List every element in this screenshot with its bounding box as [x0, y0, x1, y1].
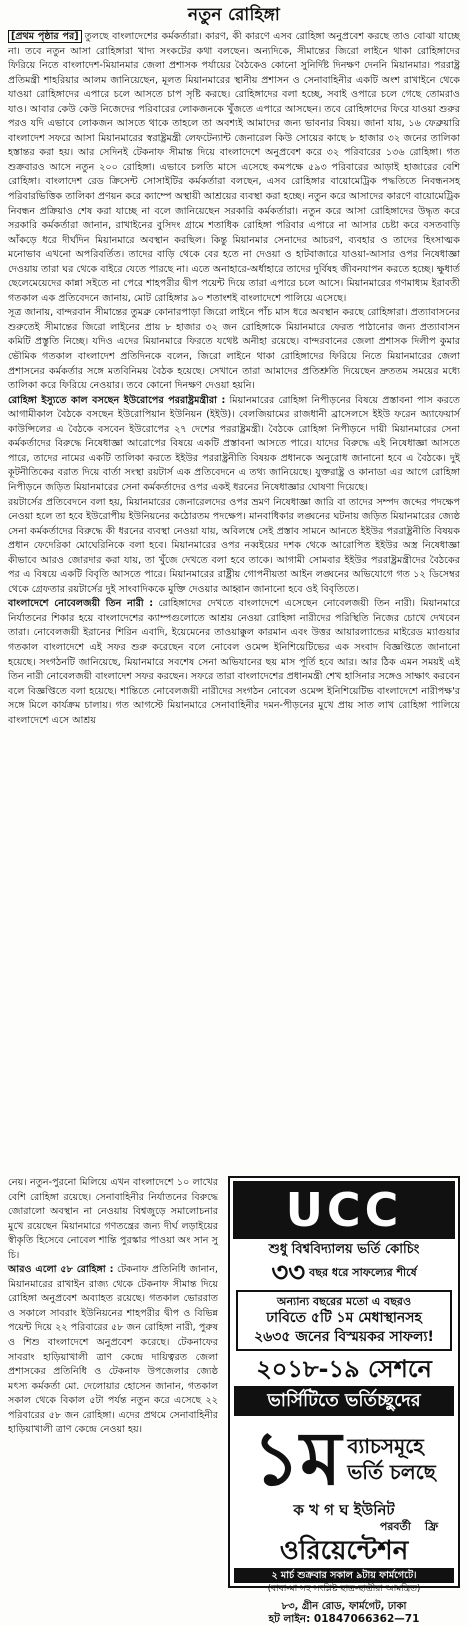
paragraph-3-text: মিয়ানমারের রোহিঙ্গা নিপীড়নের বিষয়ে প্রস্তাবনা পাস করতে আগামীকাল বৈঠকে বসছেন ইউরোপিয়ান ইউনিয়ন (ইইউ)। বেলজিয়ামের রাজধানী ব্রাসেলসে ইইউ ফরেন অ্যাফেয়ার্স কাউন্সিলের এ বৈঠকে বসবেন ইউরোপের ২৭ দেশের পররাষ্ট্রমন্ত্রী। বৈঠকে রোহিঙ্গা নিপীড়নে দায়ী মিয়ানমারের সেনা কর্মকর্তাদের বিরুদ্ধে নিষেধাজ্ঞা আরোপের বিষয়ে একটি প্রস্তাবনা আসতে পারে। যাদের বিরুদ্ধে এই নিষেধাজ্ঞা আসতে পারে, তাদের নামের একটি তালিকা করতে ইইউর পররাষ্ট্রনীতি বিষয়ক প্রধানকে অনুরোধ জানানো হবে এ বৈঠকে। দুই কূটনীতিকের বরাত দিয়ে বার্তা সংস্থা রয়টার্স এক প্রতিবেদনে এ তথ্য জানিয়েছে। যুক্তরাষ্ট্র ও কানাডা এর আগে রোহিঙ্গা নিপীড়নে জড়িত মিয়ানমারের সেনা কর্মকর্তাদের ওপর একই ধরনের নিষেধাজ্ঞার ঘোষণা দিয়েছে।: [8, 394, 460, 493]
subhead-58-rohingya: আরও এলো ৫৮ রোহিঙ্গা :: [8, 1264, 114, 1276]
ad-years: [230, 1260, 458, 1286]
paragraph-5: [8, 597, 460, 728]
ucc-advertisement: [228, 1176, 460, 1625]
ad-next-free: [230, 1520, 458, 1534]
ad-years-number: ৩৩: [271, 1258, 306, 1288]
ad-address: ৮৩, গ্রীন রোড, ফার্মগেট, ঢাকা: [281, 1601, 407, 1612]
ad-admission-ongoing: ভর্তি চলছে: [347, 1460, 436, 1484]
subhead-europe: রোহিঙ্গা ইস্যুতে কাল বসছেন ইউরোপের পররাষ্ট্রমন্ত্রীরা :: [8, 394, 226, 406]
paragraph-2: সূত্র জানায়, বান্দরবান সীমান্তের তুমব্রু কোনারপাড়া জিরো লাইনে পাঁচ মাস ধরে অবস্থান করছে রোহিঙ্গারা। প্রত্যাবাসনের শুরুতেই সীমান্তের জিরো লাইনের প্রায় ৮ হাজার ৩২ জন রোহিঙ্গাকে মিয়ানমারে ফেরত পাঠানোর জন্য প্রত্যাবাসন কমিটি প্রস্তুতি নিচ্ছে। যদিও এদের মিয়ানমারে ফিরতে যথেষ্ট অনীহা রয়েছে। বান্দরবানের জেলা প্রশাসক দিলীপ কুমার ভৌমিক গতকাল বাংলাদেশ প্রতিদিনকে বলেন, জিরো লাইনে থাকা রোহিঙ্গাদের ফিরিয়ে নিতে মিয়ানমারের জেলা প্রশাসনের কর্মকর্তার সঙ্গে মতবিনিময় বৈঠক হয়েছে। সেখানে তারা আমাদের প্রতিশ্রুতি দিয়েছেন দ্রুততম সময়ের মধ্যে তালিকা করে ফিরিয়ে নেওয়ার। তবে কোনো দিনক্ষণ দেওয়া হয়নি।: [8, 307, 460, 392]
ad-note: (বাবা-মা সহ সংশ্লিষ্ট ছাত্র-ছাত্রীরা আমন্ত্রিত): [267, 1584, 421, 1594]
subhead-nobel: বাংলাদেশে নোবেলজয়ী তিন নারী :: [8, 598, 154, 610]
article-body: [8, 30, 460, 728]
ad-session: ২০১৮-১৯ সেশনে: [256, 1355, 432, 1383]
continued-label: [প্রথম পৃষ্ঠার পর]: [8, 30, 82, 43]
ucc-logo: UCC: [233, 1181, 455, 1239]
ad-box-line-3: ২৬৩৫ জনের বিস্ময়কর সাফল্য!: [254, 1329, 434, 1345]
paragraph-6-text: টেকনাফ প্রতিনিধি জানান, মিয়ানমারের রাখাইন রাজ্য থেকে টেকনাফ সীমান্ত দিয়ে রোহিঙ্গা অনুপ্রবেশ অব্যাহত রয়েছে। গতকাল ভোররাত ও সকালে সাবরাং ইউনিয়নের শাহপরীর দ্বীপ ও বিভিন্ন পয়েন্ট দিয়ে ২২ পরিবারের ৫৮ জন রোহিঙ্গা নারী, পুরুষ ও শিশু বাংলাদেশে অনুপ্রবেশ করেছে। টেকনাফের সাবরাং হাড়িয়াখালী ত্রাণ কেন্দ্রে দায়িত্বরত জেলা প্রশাসকের প্রতিনিধি ও টেকনাফ উপজেলার জ্যেষ্ঠ মৎস্য কর্মকর্তা মো. দেলোয়ার হোসেন জানান, গতকাল সকাল থেকে বিকাল ৫টা পর্যন্ত নতুন করে এসেছে ২২ পরিবারের ৫৮ জন রোহিঙ্গা। এদের প্রথমে সেনাবাহিনীর হাড়িয়াখালী ত্রাণ কেন্দ্রে নেওয়া হয়।: [8, 1264, 218, 1436]
ad-free: ফ্রি: [424, 1520, 438, 1533]
article-headline: নতুন রোহিঙ্গা: [187, 5, 281, 25]
paragraph-1: [8, 30, 460, 306]
ad-box-line-2: ঢাবিতে ৫টি ১ম মেধাস্থানসহ: [266, 1310, 422, 1326]
paragraph-4: রয়টার্সের প্রতিবেদনে বলা হয়, মিয়ানমারের জেনারেলদের ওপর ভ্রমণ নিষেধাজ্ঞা জারি বা তাদের সম্পদ জব্দের পদক্ষেপ নেওয়া হলে তা হবে ইউরোপীয় ইউনিয়নের কঠোরতম পদক্ষেপ। মানবাধিকার লঙ্ঘনের ঘটনায় জড়িত মিয়ানমারের জ্যেষ্ঠ সেনা কর্মকর্তাদের বিরুদ্ধে কী ধরনের ব্যবস্থা নেওয়া যায়, অবিলম্বে সেই প্রস্তাব সামনে আনতে ইইউর পররাষ্ট্রনীতি বিষয়ক প্রধান ফেদেরিকা মোঘেরিনিকে বলা হবে। মিয়ানমারের ওপর নব্বইয়ের দশক থেকে আরোপিত ইইউর অস্ত্র নিষেধাজ্ঞা কীভাবে আরও জোরদার করা যায়, তা খুঁজে দেখতে বলা হবে তাকে। আগামী সোমবার ইইউর পররাষ্ট্রমন্ত্রীদের বৈঠকের পর এ বিষয়ে একটি বিবৃতি আসতে পারে। মিয়ানমারের রাষ্ট্রীয় গোপনীয়তা আইন লঙ্ঘনের অভিযোগে গত ১২ ডিসেম্বর থেকে গ্রেফতার রয়টার্সের দুই সাংবাদিককে মুক্তি দেওয়ার আহ্বান জানানো হবে ওই বিবৃতিতে।: [8, 496, 460, 595]
ad-units: ক খ গ ঘ ইউনিট: [293, 1501, 395, 1519]
paragraph-5-continued: নেয়। নতুন-পুরনো মিলিয়ে এখন বাংলাদেশে ১০ লাখের বেশি রোহিঙ্গা রয়েছে। সেনাবাহিনীর নির্যাতনের বিরুদ্ধে জোরালো অবস্থান না নেওয়ায় বিশ্বজুড়ে সমালোচনার মুখে রয়েছেন মিয়ানমারে গণতন্ত্রের জন্য দীর্ঘ লড়াইয়ের স্বীকৃতি হিসেবে নোবেল শান্তি পুরস্কার পাওয়া অং সান সু চি।: [8, 1177, 218, 1261]
paragraph-3: [8, 394, 460, 496]
ad-first-batch: [230, 1418, 458, 1500]
paragraph-5-text: রোহিঙ্গাদের দেখতে বাংলাদেশে এসেছেন নোবেলজয়ী তিন নারী। মিয়ানমারে নির্যাতনের শিকার হয়ে বাংলাদেশের ক্যাম্পগুলোতে আশ্রয় নেওয়া রোহিঙ্গা নারীদের পরিস্থিতি নিজের চোখে দেখবেন তারা। নোবেলজয়ী ইরানের শিরিন এবাদি, ইয়েমেনের তাওয়াক্কুল কারমান এবং উত্তর আয়ারল্যান্ডের মাইরেড ম্যাগুয়ার গতকাল বাংলাদেশে এই সফর শুরু করেছেন বলে নোবেল ওমেন্স ইনিশিয়েটিভের এক সংবাদ বিজ্ঞপ্তিতে জানানো হয়েছে। সংগঠনটি জানিয়েছে, মিয়ানমারে সবশেষ সেনা অভিযানের ছয় মাস পূর্তি হবে আর। আর ঠিক এমন সময়ই এই তিন নারী নোবেলজয়ী বাংলাদেশ সফর করছেন। সফরে তারা বাংলাদেশের প্রধানমন্ত্রী শেখ হাসিনার সঙ্গেও সাক্ষাৎ করবেন বলে বিজ্ঞপ্তিতে বলা হয়েছে। শান্তিতে নোবেলজয়ী নারীদের সংগঠন নোবেল ওমেন্স ইনিশিয়েটিভ বাংলাদেশে নারীপক্ষ'র সঙ্গে মিলে কার্যক্রম চালায়। গত আগস্টে মিয়ানমারে সেনাবাহিনীর দমন-পীড়নের মুখে প্রায় সাত লাখ রোহিঙ্গা পালিয়ে বাংলাদেশে এসে আশ্রয়: [8, 598, 460, 726]
ad-success-box: [236, 1290, 452, 1351]
paragraph-1-text: তুলছে বাংলাদেশের কর্মকর্তারা। কারণ, কী কারণে এসব রোহিঙ্গা অনুপ্রবেশ করছে তাও বোঝা যাচ্ছে না। তবে নতুন আসা রোহিঙ্গারা খাদ্য সংকটের কথা বলছেন। অন্যদিকে, সীমান্তের জিরো লাইনে থাকা রোহিঙ্গাদের ফিরিয়ে নিতে বাংলাদেশ-মিয়ানমার জেলা প্রশাসক পর্যায়ের বৈঠকেও কোনো সুনির্দিষ্ট দিনক্ষণ দেননি মিয়ানমার। পররাষ্ট্র প্রতিমন্ত্রী শাহরিয়ার আলম জানিয়েছেন, মূলত মিয়ানমারের স্থানীয় প্রশাসন ও সেনাবাহিনীর একটি অংশ রাখাইনে থেকে যাওয়া রোহিঙ্গাদের এপারে চলে আসতে চাপ সৃষ্টি করছে। রোহিঙ্গাদের বলা হচ্ছে, সবাই ওপারে চলে গেছে তোমরাও যাও। আবার কেউ কেউ নিজেদের পরিবারের লোকজনকে খুঁজতে এপারে আসছেন। তবে রোহিঙ্গাদের ফিরে যাওয়া শুরুর পরও যদি এভাবে লোকজন আসতে থাকে তাহলে তা অবশ্যই আমাদের জন্য ভাবনার বিষয়। জানা যায়, ১৬ ফেব্রুয়ারি বাংলাদেশ সফরে আসা মিয়ানমারের স্বরাষ্ট্রমন্ত্রী লেফটেন্যান্ট জেনারেল কিউ সোয়ের কাছে ৮ হাজার ৩২ জনের তালিকা হস্তান্তর করা হয়। আর সেদিনই টেকনাফ সীমান্ত দিয়ে বাংলাদেশে অনুপ্রবেশ করে ৩২ পরিবারের ১৩৬ রোহিঙ্গা। গত শুক্রবারও আসে নতুন ২০০ রোহিঙ্গা। এভাবে চলতি মাসে এসেছে কমপক্ষে ৫৯৩ পরিবারের আড়াই হাজারের বেশি রোহিঙ্গা। বাংলাদেশ রেড ক্রিসেন্ট সোসাইটির কর্মকর্তারা বলছেন, এসব রোহিঙ্গার বায়োমেট্রিক পদ্ধতিতে নিবন্ধনসহ পরিবারভিত্তিক তালিকা প্রণয়ন করে ক্যাম্পে অস্থায়ী আশ্রয়ের ব্যবস্থা করা হচ্ছে। নতুন করে আসাদের কারণে বায়োমেট্রিক নিবন্ধন প্রক্রিয়াও শেষ করা যাচ্ছে না বলে জানিয়েছেন সরকারি কর্মকর্তারা। নতুন করে আসা রোহিঙ্গাদের উদ্ধৃত করে সরকারি কর্মকর্তারা জানান, রাখাইনের বুসিদং গ্রামে শতাধিক রোহিঙ্গা পরিবার এপারে না আসার চেষ্টা করে বসতবাড়ি আঁকড়ে ধরে দীর্ঘদিন মিয়ানমারে অবস্থান করছিল। কিন্তু মিয়ানমার সেনাদের আচরণ, ব্যবহার ও তাদের হিংসাত্মক মনোভাব এখনো অপরিবর্তিত। তাদের বাড়ি থেকে বের হতে না দেওয়া ও হাটবাজারে যাওয়া-আসার ওপর নিষেধাজ্ঞা দেওয়ায় তারা ঘর থেকে বাইরে যেতে পারছে না। এতে অনাহারে-অর্ধাহারে তাদের দুর্বিষহ জীবনযাপন করতে হচ্ছে। ক্ষুধার্ত ছেলেমেয়েদের কান্না সইতে না পেরে শাহপরীর দ্বীপ পয়েন্ট দিয়ে তারা এপারে চলে আসে। মিয়ানমারের গণমাধ্যম ইরাবতী গতকাল এক প্রতিবেদনে জানায়, মোট রোহিঙ্গার ৯০ শতাংশই বাংলাদেশে পালিয়ে এসেছে।: [8, 31, 461, 304]
ad-date: ২ মার্চ শুক্রবার সকাল ৯টায় ফার্মগেটে।: [234, 1568, 454, 1583]
bottom-left-column: [8, 1176, 218, 1438]
ad-first-big: ১ম: [252, 1416, 342, 1502]
ad-hotline: হট লাইন: 01847066362—71: [268, 1613, 420, 1625]
paragraph-6: [8, 1263, 218, 1438]
ad-years-text: বছর ধরে সাফল্যের শীর্ষে: [309, 1265, 417, 1279]
ad-orientation: ওরিয়েন্টেশন: [279, 1536, 409, 1566]
ad-admission-banner: ভার্সিটিতে ভর্তিচ্ছুদের: [234, 1386, 454, 1416]
bottom-section: [8, 1176, 460, 1625]
ad-box-line-1: অন্যান্য বছরের মতো এ বছরও: [276, 1295, 412, 1308]
ad-tagline: শুধু বিশ্ববিদ্যালয় ভর্তি কোচিং: [268, 1242, 420, 1257]
ad-first-right: [347, 1433, 435, 1485]
ad-next: পরবর্তী: [379, 1520, 411, 1533]
ad-batches: ব্যাচসমূহে: [347, 1434, 424, 1458]
